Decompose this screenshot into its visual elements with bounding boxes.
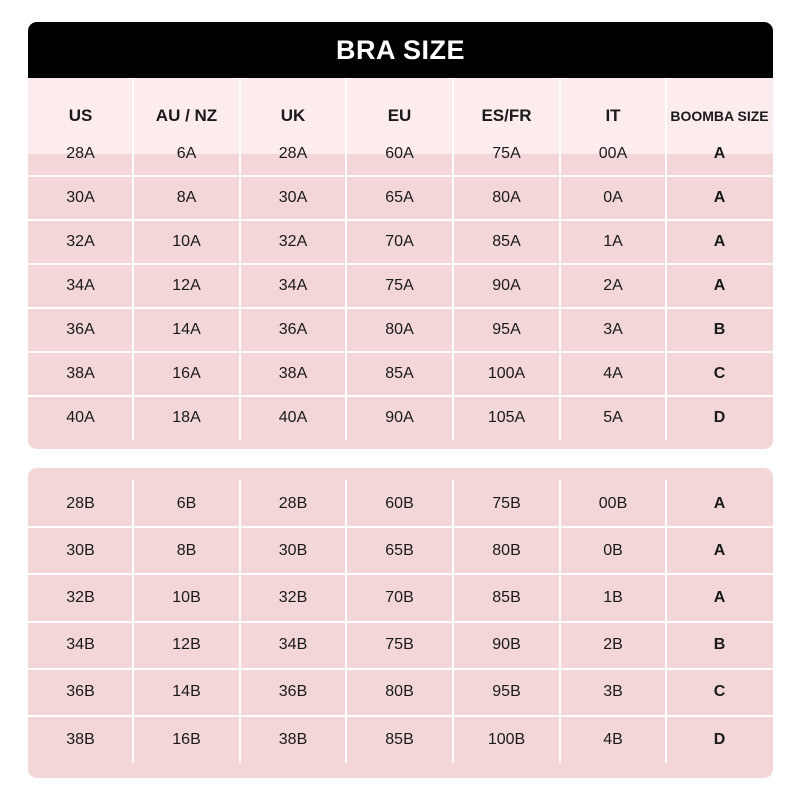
column-divider xyxy=(132,480,134,763)
size-table-a xyxy=(28,22,773,449)
cell-au-nz: 8A xyxy=(176,189,197,206)
size-table-b xyxy=(28,468,773,778)
cell-us: 30A xyxy=(66,189,95,206)
cell-uk: 38A xyxy=(278,365,308,382)
cell-eu: 60A xyxy=(385,145,414,162)
cell-boomba-size: C xyxy=(713,683,726,701)
row-divider xyxy=(28,573,773,575)
cell-it: 2A xyxy=(603,277,623,294)
cell-es-fr: 100A xyxy=(487,365,526,382)
column-divider xyxy=(452,132,454,440)
cell-it: 3B xyxy=(603,683,623,701)
cell-uk: 32A xyxy=(278,233,308,250)
cell-us: 38A xyxy=(66,365,95,382)
cell-boomba-size: A xyxy=(713,541,726,559)
cell-eu: 75A xyxy=(385,277,414,294)
cell-eu: 65A xyxy=(385,189,414,206)
cell-boomba-size: B xyxy=(713,636,726,654)
cell-eu: 90A xyxy=(385,409,414,426)
row-divider xyxy=(28,263,773,265)
cell-boomba-size: C xyxy=(713,365,726,382)
cell-es-fr: 95A xyxy=(492,321,521,338)
cell-eu: 70A xyxy=(385,233,414,250)
cell-es-fr: 75B xyxy=(492,494,521,512)
cell-au-nz: 6B xyxy=(176,494,197,512)
column-divider xyxy=(345,132,347,440)
cell-uk: 38B xyxy=(278,730,308,748)
column-divider xyxy=(452,480,454,763)
cell-es-fr: 75A xyxy=(492,145,521,162)
cell-us: 28A xyxy=(66,145,95,162)
cell-au-nz: 12A xyxy=(172,277,201,294)
cell-eu: 60B xyxy=(385,494,414,512)
cell-eu: 85A xyxy=(385,365,414,382)
cell-eu: 85B xyxy=(385,730,414,748)
cell-it: 5A xyxy=(603,409,623,426)
header-boomba-size: BOOMBA SIZE xyxy=(670,108,769,124)
cell-us: 40A xyxy=(66,409,95,426)
cell-it: 4A xyxy=(603,365,623,382)
header-uk: UK xyxy=(280,106,306,125)
column-divider xyxy=(665,480,667,763)
cell-boomba-size: B xyxy=(713,321,726,338)
cell-boomba-size: A xyxy=(713,277,726,294)
row-divider xyxy=(28,526,773,528)
cell-uk: 28A xyxy=(278,145,308,162)
table-title: BRA SIZE xyxy=(28,22,773,78)
cell-it: 1B xyxy=(603,588,623,606)
cell-uk: 36B xyxy=(278,683,308,701)
cell-es-fr: 85A xyxy=(492,233,521,250)
column-divider xyxy=(559,480,561,763)
cell-es-fr: 80A xyxy=(492,189,521,206)
cell-au-nz: 16B xyxy=(172,730,201,748)
cell-au-nz: 14B xyxy=(172,683,201,701)
cell-boomba-size: A xyxy=(713,189,726,206)
cell-boomba-size: D xyxy=(713,730,726,748)
column-divider xyxy=(345,480,347,763)
cell-es-fr: 90B xyxy=(492,636,521,654)
row-divider xyxy=(28,668,773,670)
cell-es-fr: 85B xyxy=(492,588,521,606)
cell-us: 38B xyxy=(66,730,95,748)
cell-it: 00A xyxy=(598,145,628,162)
cell-es-fr: 95B xyxy=(492,683,521,701)
cell-boomba-size: A xyxy=(713,233,726,250)
column-divider xyxy=(559,132,561,440)
column-divider xyxy=(239,480,241,763)
cell-es-fr: 80B xyxy=(492,541,521,559)
cell-boomba-size: D xyxy=(713,409,726,426)
cell-au-nz: 12B xyxy=(172,636,201,654)
cell-eu: 80B xyxy=(385,683,414,701)
cell-eu: 80A xyxy=(385,321,414,338)
cell-it: 0A xyxy=(603,189,623,206)
cell-au-nz: 16A xyxy=(172,365,201,382)
cell-es-fr: 105A xyxy=(487,409,526,426)
cell-us: 34B xyxy=(66,636,95,654)
header-us: US xyxy=(68,106,93,125)
cell-uk: 36A xyxy=(278,321,308,338)
cell-it: 1A xyxy=(603,233,623,250)
cell-au-nz: 10B xyxy=(172,588,201,606)
cell-it: 00B xyxy=(598,494,628,512)
row-divider xyxy=(28,621,773,623)
header-it: IT xyxy=(605,106,621,125)
column-divider xyxy=(239,132,241,440)
cell-uk: 28B xyxy=(278,494,308,512)
header-au-nz: AU / NZ xyxy=(155,106,218,125)
cell-uk: 30A xyxy=(278,189,308,206)
cell-boomba-size: A xyxy=(713,145,726,162)
column-divider xyxy=(665,132,667,440)
cell-es-fr: 100B xyxy=(487,730,526,748)
cell-boomba-size: A xyxy=(713,494,726,512)
cell-us: 36A xyxy=(66,321,95,338)
cell-uk: 30B xyxy=(278,541,308,559)
cell-it: 2B xyxy=(603,636,623,654)
cell-it: 0B xyxy=(603,541,623,559)
cell-us: 32A xyxy=(66,233,95,250)
row-divider xyxy=(28,351,773,353)
column-divider xyxy=(132,132,134,440)
cell-uk: 32B xyxy=(278,588,308,606)
cell-eu: 65B xyxy=(385,541,414,559)
row-divider xyxy=(28,715,773,717)
cell-au-nz: 6A xyxy=(176,145,197,162)
row-divider xyxy=(28,175,773,177)
cell-es-fr: 90A xyxy=(492,277,521,294)
cell-au-nz: 14A xyxy=(172,321,201,338)
cell-us: 32B xyxy=(66,588,95,606)
cell-boomba-size: A xyxy=(713,588,726,606)
cell-us: 30B xyxy=(66,541,95,559)
header-eu: EU xyxy=(387,106,412,125)
cell-au-nz: 8B xyxy=(176,541,197,559)
cell-eu: 70B xyxy=(385,588,414,606)
cell-uk: 40A xyxy=(278,409,308,426)
cell-it: 4B xyxy=(603,730,623,748)
cell-us: 36B xyxy=(66,683,95,701)
cell-us: 34A xyxy=(66,277,95,294)
cell-au-nz: 18A xyxy=(172,409,201,426)
cell-us: 28B xyxy=(66,494,95,512)
row-divider xyxy=(28,395,773,397)
cell-uk: 34B xyxy=(278,636,308,654)
cell-au-nz: 10A xyxy=(172,233,201,250)
row-divider xyxy=(28,307,773,309)
cell-uk: 34A xyxy=(278,277,308,294)
cell-it: 3A xyxy=(603,321,623,338)
cell-eu: 75B xyxy=(385,636,414,654)
header-es-fr: ES/FR xyxy=(481,106,532,125)
row-divider xyxy=(28,219,773,221)
